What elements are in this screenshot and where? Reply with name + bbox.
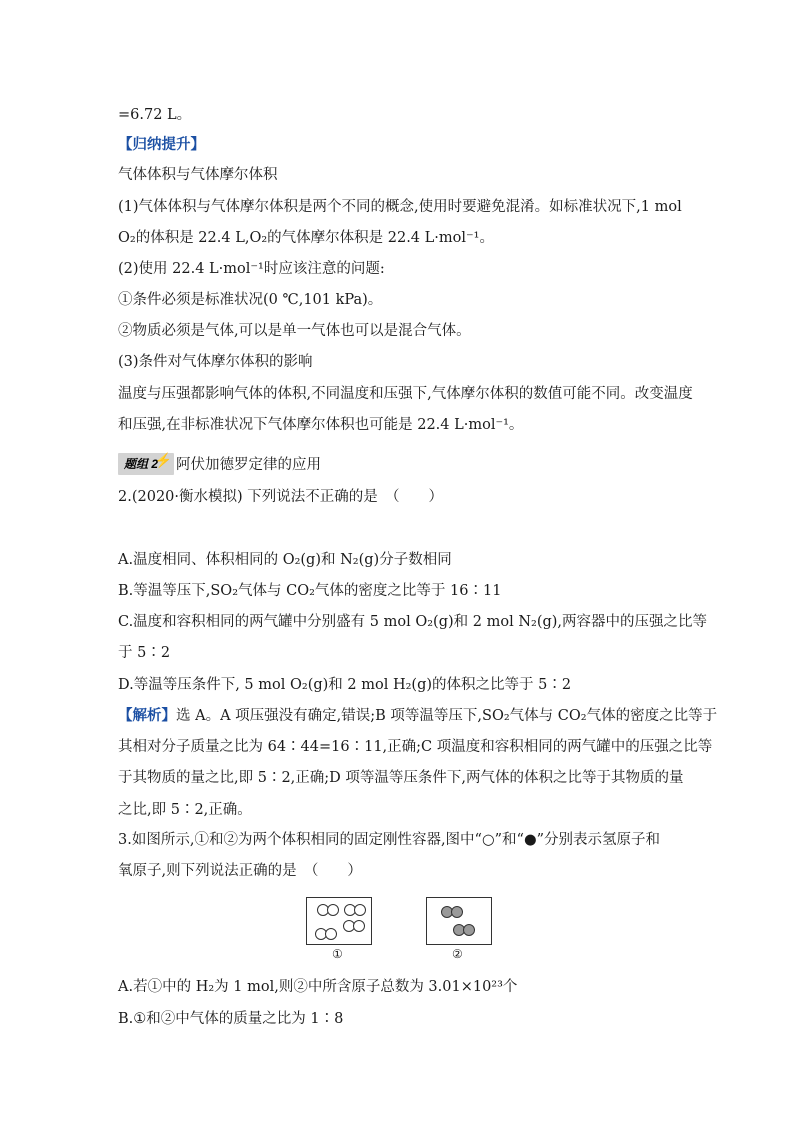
text-line: (1)气体体积与气体摩尔体积是两个不同的概念,使用时要避免混淆。如标准状况下,1 mol [118, 199, 682, 215]
question-group-header [118, 453, 321, 475]
hydrogen-atom-icon [353, 920, 365, 932]
option-a: A.温度相同、体积相同的 O₂(g)和 N₂(g)分子数相同 [118, 552, 452, 568]
question-3-cont: 氧原子,则下列说法正确的是 （ ） [118, 863, 362, 879]
q3-option-a: A.若①中的 H₂为 1 mol,则②中所含原子总数为 3.01×10²³个 [118, 979, 518, 995]
option-b: B.等温等压下,SO₂气体与 CO₂气体的密度之比等于 16∶11 [118, 583, 502, 599]
container-1 [306, 897, 372, 945]
text-line: =6.72 L。 [118, 107, 192, 123]
text-line: (3)条件对气体摩尔体积的影响 [118, 354, 313, 370]
oxygen-atom-icon [451, 906, 463, 918]
group-title: 阿伏加德罗定律的应用 [176, 457, 322, 473]
group-badge-label: 题组 2 [124, 457, 159, 471]
analysis-line: 于其物质的量之比,即 5∶2,正确;D 项等温等压条件下,两气体的体积之比等于其物质的量 [118, 770, 684, 786]
option-d: D.等温等压条件下, 5 mol O₂(g)和 2 mol H₂(g)的体积之比等于 5∶2 [118, 677, 572, 693]
text-line: (2)使用 22.4 L·mol⁻¹时应该注意的问题: [118, 261, 385, 277]
container-2 [426, 897, 492, 945]
container-2-label: ② [452, 947, 463, 961]
subheading: 气体体积与气体摩尔体积 [118, 167, 278, 183]
container-diagram [306, 897, 536, 963]
q3-option-b: B.①和②中气体的质量之比为 1∶8 [118, 1011, 344, 1027]
hydrogen-atom-icon [354, 904, 366, 916]
hydrogen-atom-icon [325, 928, 337, 940]
analysis-line [118, 706, 717, 726]
analysis-tag: 【解析】 [118, 707, 176, 724]
option-c-cont: 于 5∶2 [118, 645, 171, 661]
text-line: 和压强,在非标准状况下气体摩尔体积也可能是 22.4 L·mol⁻¹。 [118, 417, 524, 433]
section-heading: 【归纳提升】 [118, 136, 205, 153]
question-2: 2.(2020·衡水模拟) 下列说法不正确的是 （ ） [118, 489, 444, 505]
hydrogen-atom-icon [327, 904, 339, 916]
text-line: ①条件必须是标准状况(0 ℃,101 kPa)。 [118, 292, 383, 308]
group-badge [118, 453, 174, 475]
analysis-line: 其相对分子质量之比为 64∶44=16∶11,正确;C 项温度和容积相同的两气罐中的压强之比等 [118, 739, 713, 755]
oxygen-atom-icon [463, 924, 475, 936]
analysis-text: 选 A。A 项压强没有确定,错误;B 项等温等压下,SO₂气体与 CO₂气体的密度之比等于 [176, 708, 718, 724]
lightning-bolt-icon: ⚡ [154, 452, 173, 468]
analysis-line: 之比,即 5∶2,正确。 [118, 802, 252, 818]
question-3: 3.如图所示,①和②为两个体积相同的固定刚性容器,图中“○”和“●”分别表示氢原子和 [118, 832, 661, 848]
text-line: O₂的体积是 22.4 L,O₂的气体摩尔体积是 22.4 L·mol⁻¹。 [118, 230, 494, 246]
text-line: ②物质必须是气体,可以是单一气体也可以是混合气体。 [118, 323, 471, 339]
text-line: 温度与压强都影响气体的体积,不同温度和压强下,气体摩尔体积的数值可能不同。改变温度 [118, 386, 693, 402]
container-1-label: ① [332, 947, 343, 961]
option-c: C.温度和容积相同的两气罐中分别盛有 5 mol O₂(g)和 2 mol N₂(g),两容器中的压强之比等 [118, 614, 708, 630]
